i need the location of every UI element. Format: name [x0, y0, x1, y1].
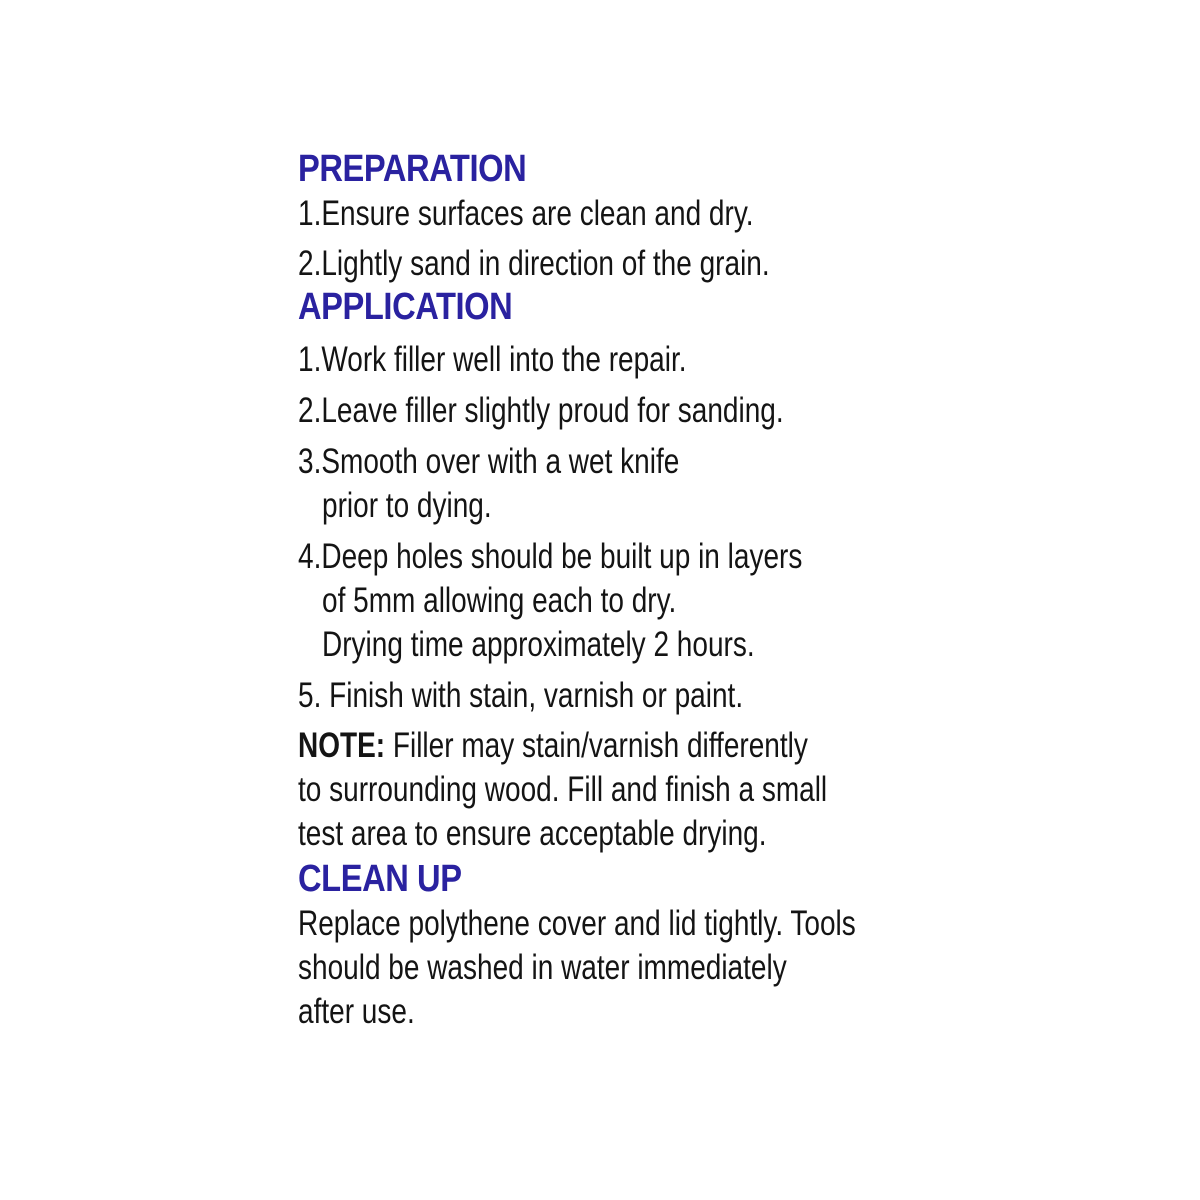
list-item [298, 389, 794, 433]
item-number: 3. [298, 442, 322, 481]
list-item [298, 440, 794, 484]
item-number: 5. [298, 676, 322, 715]
preparation-heading: PREPARATION [298, 148, 527, 190]
item-text: Work filler well into the repair. [321, 340, 687, 379]
cleanup-line: Replace polythene cover and lid tightly. Tools [298, 904, 856, 943]
cleanup-text [298, 902, 918, 1034]
note-text: Filler may stain/varnish differently [385, 726, 808, 765]
note-line: to surrounding wood. Fill and finish a small [298, 770, 828, 809]
item-number: 1. [298, 194, 322, 233]
item-number: 2. [298, 244, 322, 283]
item-number: 2. [298, 391, 322, 430]
cleanup-heading: CLEAN UP [298, 858, 462, 900]
list-item [298, 535, 803, 579]
item-continuation: of 5mm allowing each to dry. [322, 581, 677, 620]
item-text: Lightly sand in direction of the grain. [321, 244, 770, 283]
item-continuation: Drying time approximately 2 hours. [322, 625, 755, 664]
preparation-list [298, 192, 918, 286]
item-text: Smooth over with a wet knife [321, 442, 680, 481]
note-line [298, 724, 808, 768]
application-list [298, 338, 918, 718]
item-number: 4. [298, 537, 322, 576]
cleanup-line: after use. [298, 992, 415, 1031]
list-item [298, 674, 794, 718]
item-text: Deep holes should be built up in layers [321, 537, 803, 576]
application-heading: APPLICATION [298, 286, 513, 328]
instructions-label [298, 148, 918, 1034]
note-line: test area to ensure acceptable drying. [298, 814, 767, 853]
note-block [298, 724, 918, 856]
list-item [298, 192, 794, 236]
cleanup-line: should be washed in water immediately [298, 948, 787, 987]
item-text: Finish with stain, varnish or paint. [321, 676, 744, 715]
list-item [298, 242, 794, 286]
item-text: Ensure surfaces are clean and dry. [321, 194, 754, 233]
note-label: NOTE: [298, 726, 386, 765]
item-number: 1. [298, 340, 322, 379]
list-item [298, 338, 794, 382]
item-text: Leave filler slightly proud for sanding. [321, 391, 784, 430]
item-continuation: prior to dying. [322, 486, 492, 525]
